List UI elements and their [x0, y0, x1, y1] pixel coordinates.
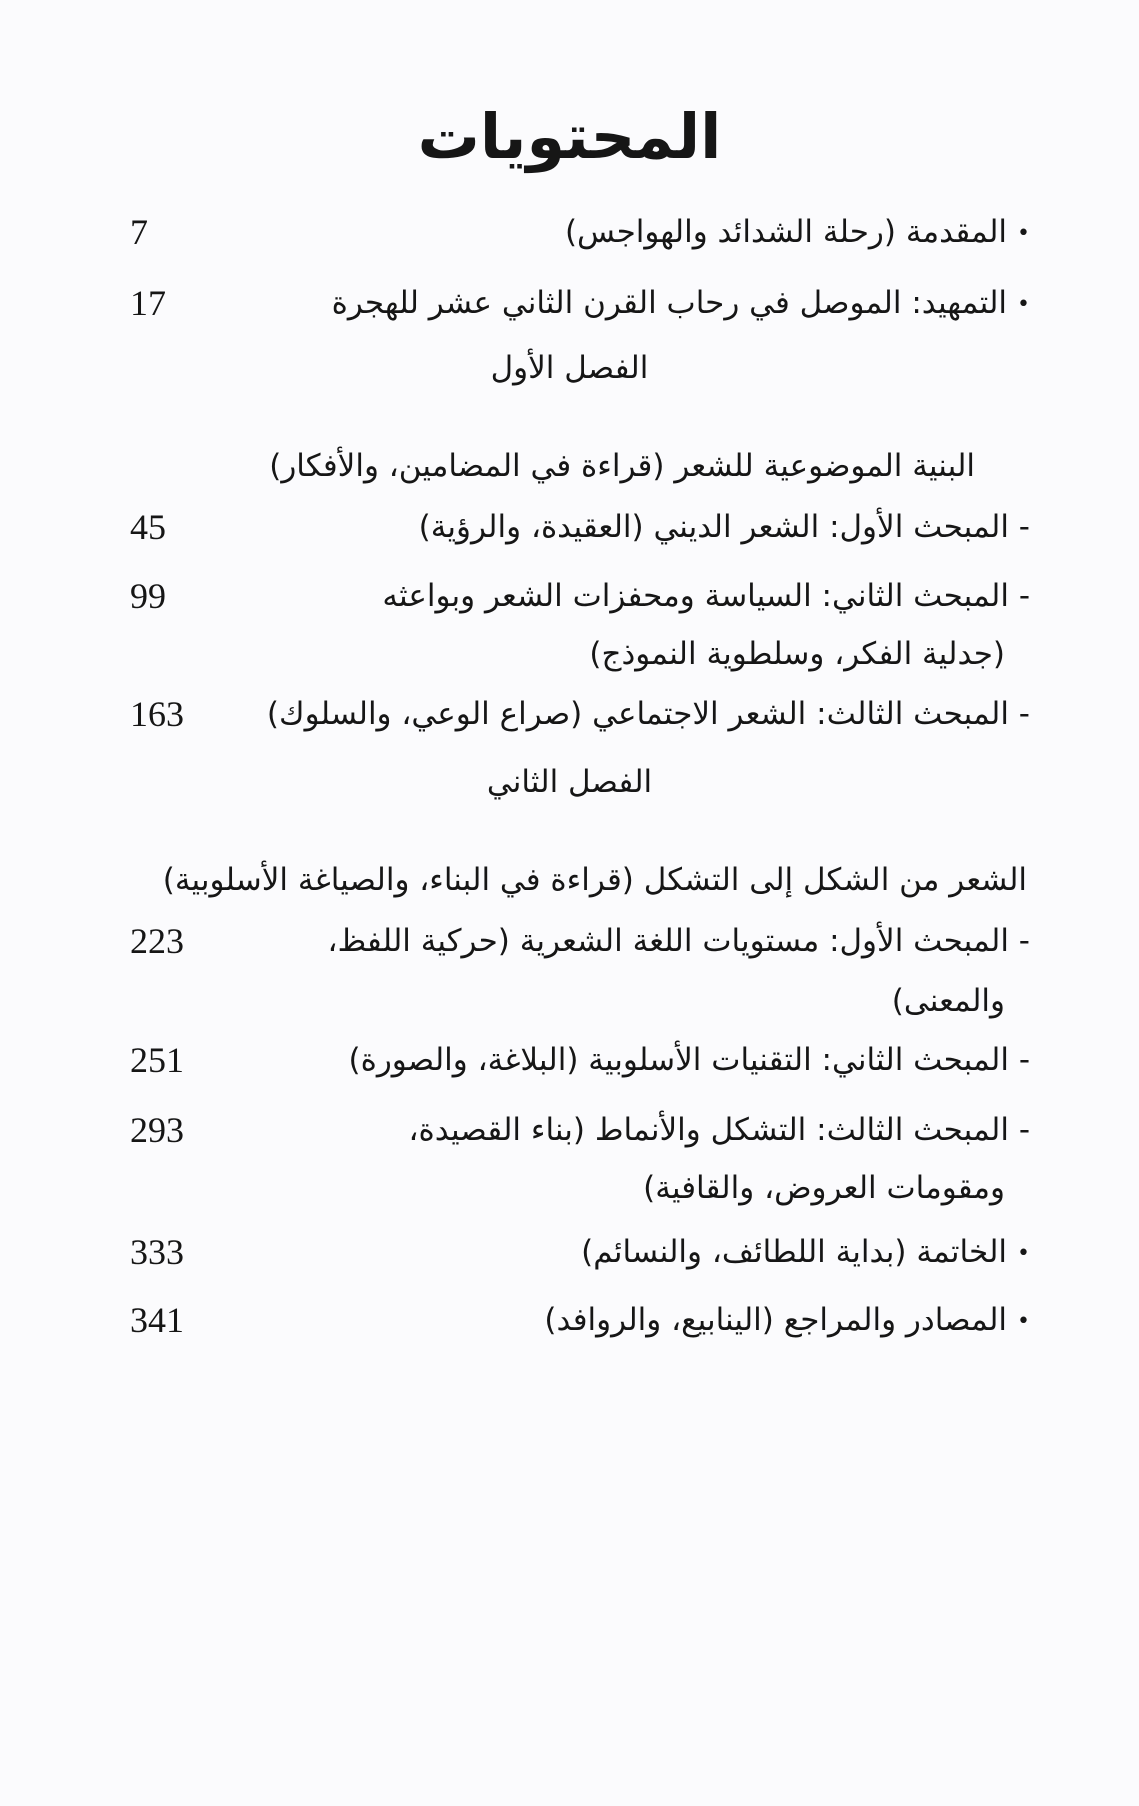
entry-label: - المبحث الثالث: الشعر الاجتماعي (صراع الوعي، والسلوك) — [266, 696, 1030, 732]
bullet-icon: • — [1017, 291, 1030, 317]
page-number: 45 — [130, 507, 166, 547]
page-number: 163 — [130, 694, 184, 734]
bullet-icon: • — [1017, 1308, 1030, 1334]
toc-entry-section-2-2[interactable] — [120, 1030, 1030, 1090]
page-number: 223 — [130, 921, 184, 961]
toc-entry-section-1-2[interactable] — [120, 566, 1030, 626]
entry-label: - المبحث الثالث: التشكل والأنماط (بناء القصيدة، — [408, 1112, 1030, 1148]
page-number: 7 — [130, 212, 148, 252]
page-number: 293 — [130, 1110, 184, 1150]
toc-entry-section-1-3[interactable] — [120, 684, 1030, 744]
toc-entry-section-2-1[interactable] — [120, 911, 1030, 971]
toc-entry-preface[interactable] — [120, 273, 1030, 333]
chapter-one-subtitle: البنية الموضوعية للشعر (قراءة في المضامين، والأفكار) — [269, 448, 975, 484]
entry-label: المصادر والمراجع (الينابيع، والروافد) — [544, 1302, 1008, 1338]
bullet-icon: • — [1017, 220, 1030, 246]
entry-label: - المبحث الثاني: السياسة ومحفزات الشعر وبواعثه — [382, 578, 1030, 614]
toc-entry-references[interactable] — [120, 1290, 1030, 1350]
entry-label: التمهيد: الموصل في رحاب القرن الثاني عشر للهجرة — [331, 285, 1008, 321]
entry-label: - المبحث الأول: مستويات اللغة الشعرية (حركية اللفظ، — [327, 923, 1030, 959]
entry-label: - المبحث الأول: الشعر الديني (العقيدة، والرؤية) — [418, 509, 1030, 545]
toc-entry-section-2-3-continued: ومقومات العروض، والقافية) — [643, 1170, 1005, 1206]
page-number: 251 — [130, 1040, 184, 1080]
chapter-one-heading: الفصل الأول — [490, 350, 649, 386]
page-number: 99 — [130, 576, 166, 616]
toc-entry-section-1-2-continued: (جدلية الفكر، وسلطوية النموذج) — [589, 636, 1005, 672]
chapter-two-heading: الفصل الثاني — [486, 764, 653, 800]
toc-entry-introduction[interactable] — [120, 202, 1030, 262]
entry-label: - المبحث الثاني: التقنيات الأسلوبية (البلاغة، والصورة) — [348, 1042, 1030, 1078]
page-number: 341 — [130, 1300, 184, 1340]
toc-entry-conclusion[interactable] — [120, 1222, 1030, 1282]
page-number: 17 — [130, 283, 166, 323]
chapter-two-subtitle: الشعر من الشكل إلى التشكل (قراءة في البناء، والصياغة الأسلوبية) — [162, 862, 1027, 898]
toc-entry-section-1-1[interactable] — [120, 497, 1030, 557]
page-title: المحتويات — [417, 100, 722, 173]
page-number: 333 — [130, 1232, 184, 1272]
entry-label: الخاتمة (بداية اللطائف، والنسائم) — [581, 1234, 1008, 1270]
toc-entry-section-2-1-continued: والمعنى) — [891, 983, 1005, 1019]
toc-entry-section-2-3[interactable] — [120, 1100, 1030, 1160]
entry-label: المقدمة (رحلة الشدائد والهواجس) — [564, 214, 1008, 250]
bullet-icon: • — [1017, 1240, 1030, 1266]
